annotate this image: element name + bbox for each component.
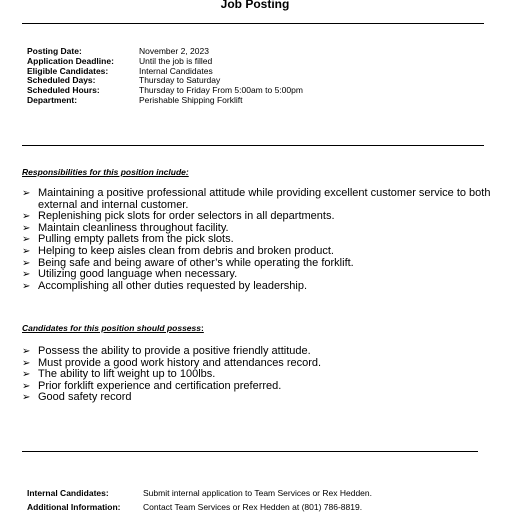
responsibilities-list [22, 188, 492, 292]
arrow-bullet-icon: ➢ [22, 369, 31, 381]
arrow-bullet-icon: ➢ [22, 222, 31, 234]
list-item [22, 392, 492, 404]
qualifications-heading [22, 323, 204, 333]
info-label: Scheduled Days: [27, 75, 96, 86]
list-item-text: Prior forklift experience and certification preferred. [38, 379, 282, 392]
arrow-bullet-icon: ➢ [22, 280, 31, 292]
footer-value: Submit internal application to Team Services or Rex Hedden. [143, 488, 372, 498]
list-item-text: Pulling empty pallets from the pick slots. [38, 233, 234, 246]
responsibilities-heading: Responsibilities for this position include: [22, 167, 189, 177]
info-value: Perishable Shipping Forklift [139, 94, 243, 105]
list-item-text: Maintain cleanliness throughout facility. [38, 221, 229, 234]
list-item-text: Accomplishing all other duties requested by leadership. [38, 279, 308, 292]
info-label: Eligible Candidates: [27, 65, 109, 76]
footer-label: Internal Candidates: [27, 488, 109, 498]
info-value: Until the job is filled [139, 55, 213, 66]
divider [22, 23, 484, 24]
footer-label: Additional Information: [27, 502, 121, 512]
arrow-bullet-icon: ➢ [22, 245, 31, 257]
footer-row [27, 500, 372, 514]
list-item-text: Helping to keep aisles clean from debris and broken product. [38, 244, 334, 257]
arrow-bullet-icon: ➢ [22, 211, 31, 223]
info-row [27, 96, 303, 106]
info-value: November 2, 2023 [139, 46, 209, 56]
footer-row [27, 486, 372, 500]
arrow-bullet-icon: ➢ [22, 346, 31, 357]
list-item [22, 269, 492, 281]
info-value: Thursday to Saturday [139, 75, 221, 86]
heading-colon: : [201, 323, 204, 333]
posting-info [27, 47, 303, 106]
info-label: Department: [27, 94, 78, 105]
arrow-bullet-icon: ➢ [22, 392, 31, 404]
arrow-bullet-icon: ➢ [22, 380, 31, 392]
divider [22, 451, 478, 452]
list-item-text: Utilizing good language when necessary. [38, 268, 238, 281]
arrow-bullet-icon: ➢ [22, 257, 31, 269]
list-item [22, 346, 492, 358]
footer-value: Contact Team Services or Rex Hedden at (801) 786-8819. [143, 502, 363, 512]
info-value: Thursday to Friday From 5:00am to 5:00pm [139, 85, 303, 96]
arrow-bullet-icon: ➢ [22, 357, 31, 369]
list-item [22, 246, 492, 258]
divider [22, 145, 484, 146]
list-item-text: Maintaining a positive professional attitude while providing excellent customer service to both external and internal customer. [38, 187, 491, 211]
page-title: Job Posting [220, 0, 290, 11]
list-item [22, 188, 492, 211]
list-item-text: Must provide a good work history and attendances record. [38, 356, 322, 369]
info-label: Posting Date: [27, 46, 82, 56]
list-item [22, 281, 492, 293]
info-label: Application Deadline: [27, 55, 114, 66]
qualifications-list [22, 346, 492, 404]
info-label: Scheduled Hours: [27, 85, 100, 96]
list-item-text: Good safety record [38, 391, 132, 404]
arrow-bullet-icon: ➢ [22, 188, 31, 199]
list-item-text: Replenishing pick slots for order selectors in all departments. [38, 210, 335, 223]
info-value: Internal Candidates [139, 65, 213, 76]
qualifications-heading-text: Candidates for this position should possess [22, 323, 201, 333]
list-item-text: Being safe and being aware of other’s while operating the forklift. [38, 256, 354, 269]
list-item-text: The ability to lift weight up to 100lbs. [38, 368, 216, 381]
arrow-bullet-icon: ➢ [22, 234, 31, 246]
arrow-bullet-icon: ➢ [22, 269, 31, 281]
list-item-text: Possess the ability to provide a positive friendly attitude. [38, 345, 311, 357]
